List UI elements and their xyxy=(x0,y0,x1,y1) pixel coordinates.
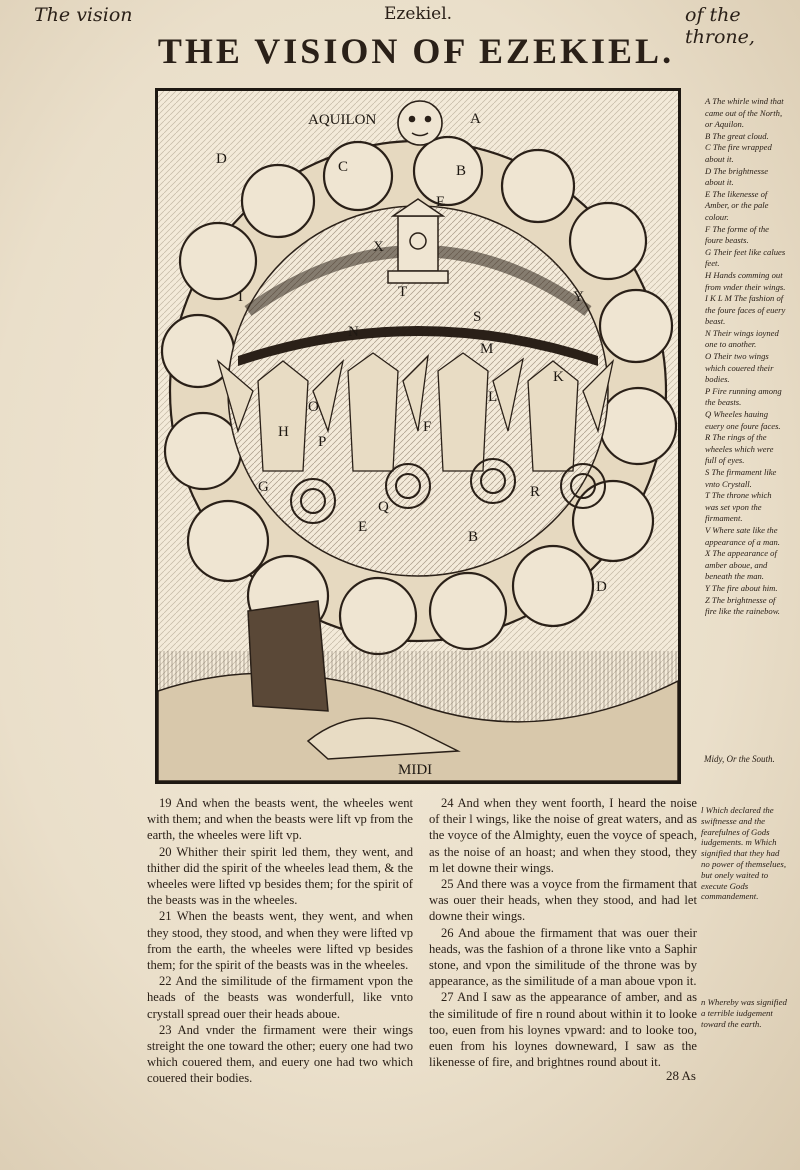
text-column-right xyxy=(429,795,697,1070)
woodcut-letter: L xyxy=(488,389,498,405)
woodcut-letter: E xyxy=(358,519,368,535)
woodcut-letter: G xyxy=(258,479,269,495)
verse: 26 And aboue the firmament that was ouer their heads, was the fashion of a throne like vnto a Saphir stone, and vpon the similitude of the throne was by appearance, as the similitude of a man aboue vpon it. xyxy=(429,925,697,989)
key-entry: I K L M The fashion of the foure faces of euery beast. xyxy=(705,293,786,327)
key-entry: A The whirle wind that came out of the North, or Aquilon. xyxy=(705,96,784,130)
woodcut-letter: X xyxy=(373,239,384,255)
key-entry: H Hands comming out from vnder their wings. xyxy=(705,269,786,292)
page-title: THE VISION OF EZEKIEL. xyxy=(157,31,675,71)
key-entry: N Their wings ioyned one to another. xyxy=(705,327,779,350)
key-entry: P Fire running among the beasts. xyxy=(705,385,782,408)
margin-note-first: l Which declared the swiftnesse and the fearefulnes of Gods iudgements. m Which signified that they had no power of themselues, but onely waited to execute Gods commandement. xyxy=(701,805,787,902)
woodcut-letter: C xyxy=(338,159,349,175)
woodcut-key xyxy=(705,96,787,618)
midy-note: Midy, Or the South. xyxy=(704,754,775,764)
woodcut-letter: A xyxy=(470,111,481,127)
woodcut-letter: H xyxy=(278,424,289,440)
woodcut-letter: E xyxy=(436,194,446,210)
key-entry: X The appearance of amber aboue, and beneath the man. xyxy=(705,548,777,582)
woodcut-letter: Q xyxy=(378,499,389,515)
verse: 27 And I saw as the appearance of amber, and as the similitude of fire n round about within it to looke too, euen from his loynes vpward: and to looke too, euen from his loynes downeward, I saw as the likenesse of fire, and brightnes round about it. xyxy=(429,990,697,1070)
key-entry: Q Wheeles hauing euery one foure faces. xyxy=(705,409,781,431)
key-entry: B The great cloud. xyxy=(705,130,769,141)
running-head-left: The vision xyxy=(34,4,133,26)
woodcut-label-midi: MIDI xyxy=(398,762,433,778)
running-head-center: Ezekiel. xyxy=(384,4,453,24)
woodcut-letter: F xyxy=(423,419,432,435)
text-column-left xyxy=(147,795,413,1087)
margin-note-second: n Whereby was signified a terrible iudgement toward the earth. xyxy=(701,997,787,1029)
verse: 25 And there was a voyce from the firmament that was ouer their heads, when they stood, and had let downe their wings. xyxy=(429,877,697,924)
verse: 20 Whither their spirit led them, they went, and thither did the spirit of the wheeles lead them, & the wheeles were lifted vp besides them; for the spirit of the beasts was in the wheeles. xyxy=(147,844,413,908)
key-entry: Z The brightnesse of fire like the rainebow. xyxy=(705,594,780,617)
key-entry: R The rings of the wheeles which were full of eyes. xyxy=(705,432,774,466)
running-head-right: of the throne, xyxy=(685,4,755,48)
woodcut-drawing xyxy=(158,91,678,781)
woodcut-letter: D xyxy=(216,151,227,167)
key-entry: V Where sate like the appearance of a man. xyxy=(705,524,780,547)
key-entry: E The likenesse of Amber, or the pale colour. xyxy=(705,188,769,222)
verse: 19 And when the beasts went, the wheeles went with them; and when the beasts were lift vp from the earth, the wheeles were lift vp. xyxy=(147,796,413,843)
woodcut-letter: B xyxy=(456,163,467,179)
woodcut-letter: O xyxy=(308,399,319,415)
catchword: 28 As xyxy=(666,1068,696,1083)
woodcut-label-aquilon: AQUILON xyxy=(308,112,377,128)
woodcut-letter: K xyxy=(553,369,564,385)
key-entry: D The brightnesse about it. xyxy=(705,165,769,188)
woodcut-letter: P xyxy=(318,434,327,450)
woodcut-letter: R xyxy=(530,484,541,500)
woodcut-letter: I xyxy=(238,289,243,305)
key-entry: G Their feet like calues feet. xyxy=(705,246,786,269)
verse: 23 And vnder the firmament were their wings streight the one toward the other; euery one had two which couered them, and euery one had two which couered their bodies. xyxy=(147,1022,413,1086)
woodcut-letter: D xyxy=(596,579,607,595)
key-entry: O Their two wings which couered their bodies. xyxy=(705,351,774,385)
woodcut-letter: N xyxy=(348,324,359,340)
key-entry: F The forme of the foure beasts. xyxy=(705,223,769,246)
woodcut-illustration xyxy=(155,88,681,784)
verse: 21 When the beasts went, they went, and when they stood, they stood, and when they were lifted vp from the earth, the wheeles were lifted vp besides them; for the spirit of the beasts was in the wheeles. xyxy=(147,909,413,973)
key-entry: C The fire wrapped about it. xyxy=(705,142,772,164)
key-entry: T The throne which was set vpon the firmament. xyxy=(705,490,772,524)
woodcut-letter: M xyxy=(480,341,494,357)
woodcut-letter: Y xyxy=(573,289,584,305)
key-entry: Y The fire about him. xyxy=(705,582,778,593)
verse: 22 And the similitude of the firmament vpon the heads of the beasts was wonderfull, like vnto crystall spread ouer their heads aboue. xyxy=(147,974,413,1021)
key-entry: S The firmament like vnto Crystall. xyxy=(705,467,777,489)
woodcut-letter: S xyxy=(473,309,482,325)
woodcut-letter: T xyxy=(398,284,408,300)
woodcut-letter: B xyxy=(468,529,479,545)
verse: 24 And when they went foorth, I heard the noise of their l wings, like the noise of great waters, and as the voyce of the Almighty, euen the voyce of speach, as the noise of an hoast; and when they stood, they m let downe their wings. xyxy=(429,796,697,875)
